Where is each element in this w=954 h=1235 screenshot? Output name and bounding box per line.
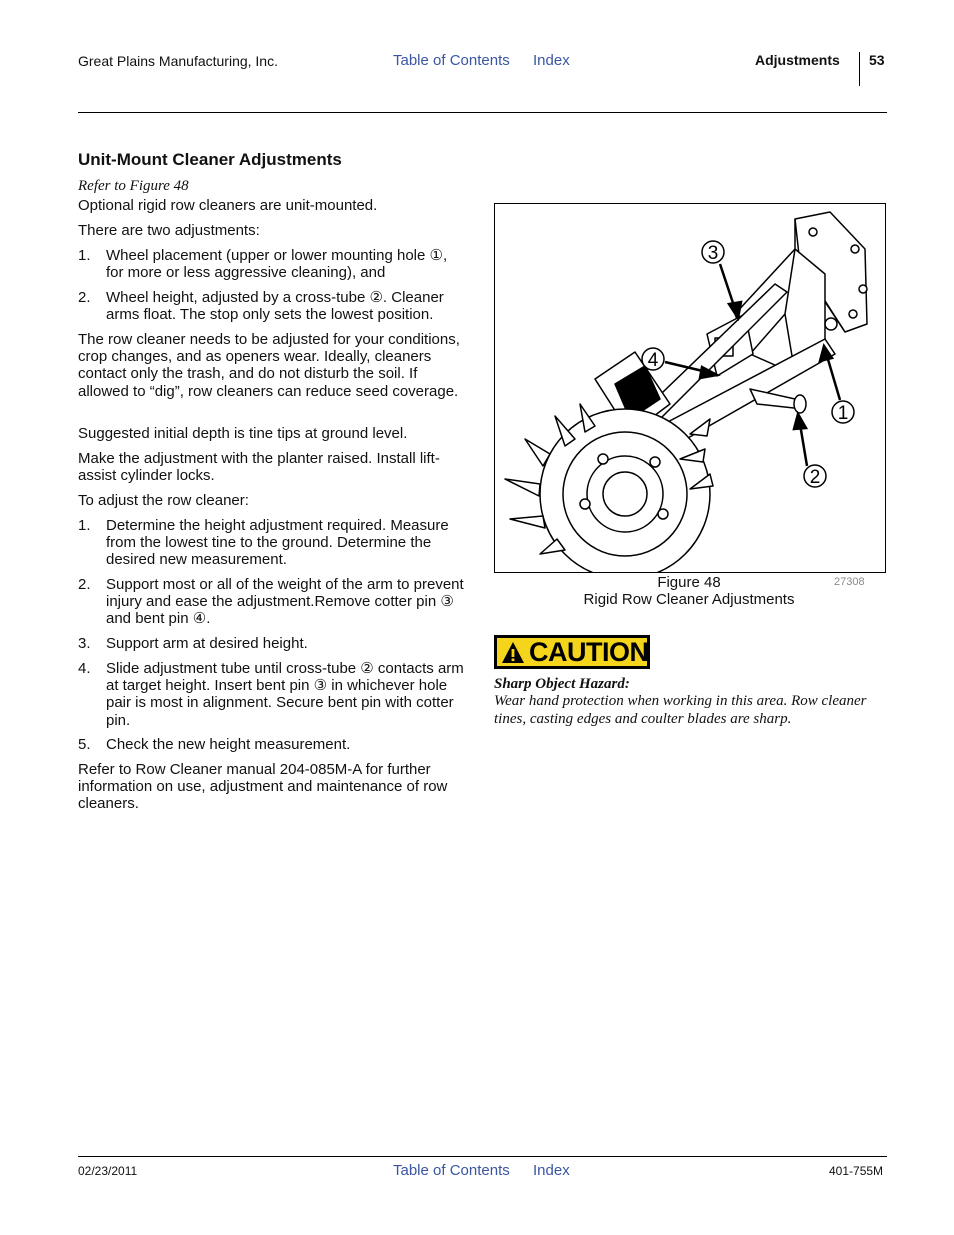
caution-banner [494,635,650,669]
two-adjustments-text: There are two adjustments: [78,222,260,239]
hazard-title: Sharp Object Hazard: [494,676,630,692]
manual-paragraph: Refer to Row Cleaner manual 204-085M-A for further information on use, adjustment and maintenance of row cleaners. [78,761,448,813]
conditions-paragraph: The row cleaner needs to be adjusted for your conditions, crop changes, and as openers wear. Ideally, cleaners contact only the trash, and do not disturb the soil. If allowed to “dig”, row cleaners can reduce seed coverage. [78,331,460,400]
footer-index-link[interactable]: Index [533,1162,570,1179]
depth-paragraph: Suggested initial depth is tine tips at ground level. [78,425,408,442]
figure-image-id: 27308 [834,576,865,588]
section-title: Unit-Mount Cleaner Adjustments [78,150,342,169]
callout-2-label: 2 [809,467,821,488]
figure-caption: Rigid Row Cleaner Adjustments [583,591,795,608]
footer-rule [78,1156,887,1157]
table-of-contents-link[interactable]: Table of Contents [393,52,510,69]
header-rule [78,112,887,113]
figure-number: Figure 48 [657,574,721,591]
callout-4-label: 4 [647,350,659,371]
company-name: Great Plains Manufacturing, Inc. [78,53,278,69]
footer-date: 02/23/2011 [78,1164,138,1178]
raised-paragraph: Make the adjustment with the planter raised. Install lift-assist cylinder locks. [78,450,440,485]
page-number: 53 [869,52,885,68]
callout-3-label: 3 [707,243,719,264]
row-cleaner-drawing [495,204,885,572]
footer-table-of-contents-link[interactable]: Table of Contents [393,1162,510,1179]
caution-word: CAUTION [529,637,649,667]
index-link[interactable]: Index [533,52,570,69]
to-adjust-paragraph: To adjust the row cleaner: [78,492,249,509]
header-divider [859,52,860,86]
callout-1-label: 1 [837,403,849,424]
warning-triangle-icon [501,641,525,665]
figure-48-illustration [494,203,886,573]
intro-text: Optional rigid row cleaners are unit-mounted. [78,197,378,214]
section-name: Adjustments [755,52,840,68]
document-number: 401-755M [829,1164,884,1178]
figure-reference: Refer to Figure 48 [78,178,189,194]
hazard-text: Wear hand protection when working in this area. Row cleaner tines, casting edges and coulter blades are sharp. [494,693,867,727]
